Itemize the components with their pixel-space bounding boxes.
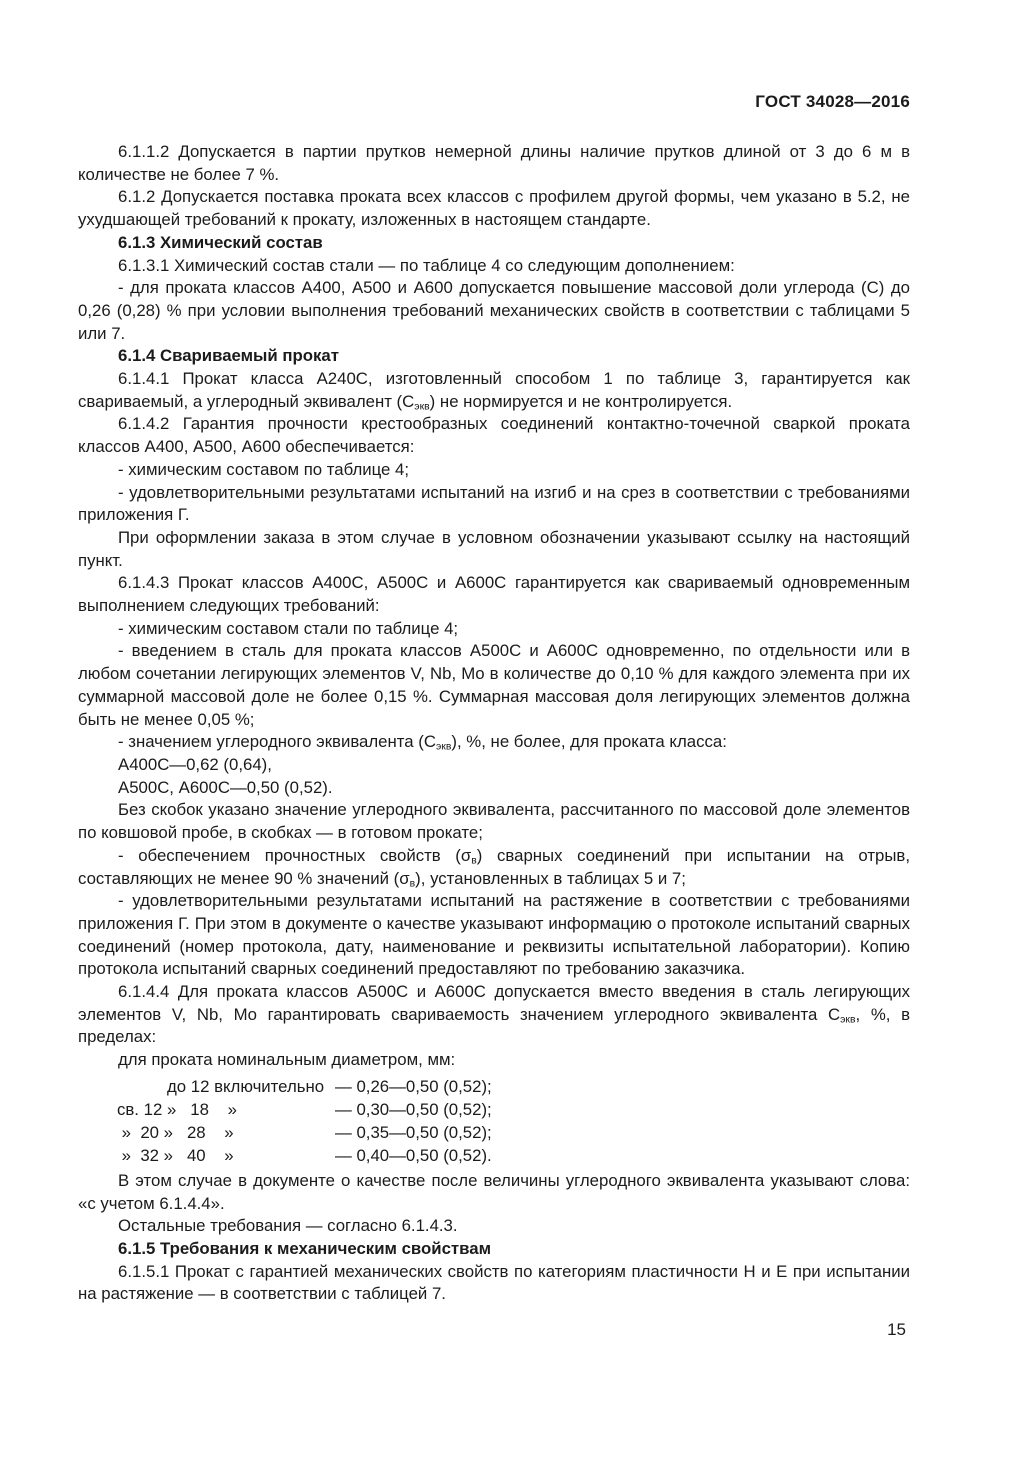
- para-a500c-a600c-value: А500С, А600С—0,50 (0,52).: [118, 777, 333, 797]
- carbon-equivalent-value: — 0,40—0,50 (0,52).: [335, 1145, 492, 1165]
- diameter-list: [117, 1075, 910, 1167]
- subscript: экв: [414, 401, 430, 413]
- para-diameter-intro: для проката номинальным диаметром, мм:: [118, 1050, 456, 1070]
- para-6.1.1.2: 6.1.1.2 Допускается в партии прутков немерной длины наличие прутков длиной от 3 до 6 м в количестве не более 7 %.: [78, 142, 910, 184]
- para-6.1.3.1: 6.1.3.1 Химический состав стали — по таблице 4 со следующим дополнением:: [118, 255, 735, 275]
- diameter-row: [117, 1121, 910, 1144]
- para-6.1.2: 6.1.2 Допускается поставка проката всех классов с профилем другой формы, чем указано в 5.2, не ухудшающей требований к прокату, изложенных в настоящем стандарте.: [78, 187, 910, 230]
- para-6.1.5.1: 6.1.5.1 Прокат с гарантией механических свойств по категориям пластичности Н и Е при испытании на растяжение — в соответствии с таблицей 7.: [78, 1261, 910, 1304]
- para-other-requirements: Остальные требования — согласно 6.1.4.3.: [118, 1216, 458, 1236]
- para-carbon-equivalent-values: - значением углеродного эквивалента $(С_{экв})$, %, не более, для проката класса:: [118, 732, 727, 753]
- para-order-note: При оформлении заказа в этом случае в условном обозначении указывают ссылку на настоящий пункт.: [78, 527, 910, 570]
- para-6.1.4.4: 6.1.4.4 Для проката классов А500С и А600С допускается вместо введения в сталь легирующих элементов V, Nb, Mo гарантировать свариваемость значением углеродного эквивалента $С_{экв}$, %, в пределах:: [78, 982, 910, 1047]
- heading-6.1.5: 6.1.5 Требования к механическим свойствам: [118, 1238, 491, 1258]
- diameter-row: [117, 1075, 910, 1098]
- diameter-range: » 20 » 28 »: [117, 1122, 234, 1142]
- para-6.1.4.1: 6.1.4.1 Прокат класса А240С, изготовленный способом 1 по таблице 3, гарантируется как свариваемый, а углеродный эквивалент $(С_{экв})$ не нормируется и не контролируется.: [78, 369, 910, 413]
- heading-6.1.3: 6.1.3 Химический состав: [118, 232, 323, 252]
- subscript: в: [409, 878, 416, 890]
- subscript: в: [471, 855, 477, 867]
- diameter-row: [117, 1144, 910, 1167]
- para-carbon-increase: - для проката классов А400, А500 и А600 допускается повышение массовой доли углерода (С) до 0,26 (0,28) % при условии выполнения требований механических свойств в соответствии с таблицами 5 или 7.: [78, 278, 910, 343]
- document-body: [78, 141, 910, 1306]
- para-alloying-elements: - введением в сталь для проката классов А500С и А600С одновременно, по отдельности или в любом сочетании легирующих элементов V, Nb, Mo в количестве до 0,10 % для каждого элемента при их суммарной массовой доле не более 0,15 %. Суммарная массовая доля легирующих элементов должна быть не менее 0,05 %;: [78, 641, 910, 729]
- heading-6.1.4: 6.1.4 Свариваемый прокат: [118, 346, 339, 366]
- diameter-row: [117, 1098, 910, 1121]
- diameter-range: до 12 включительно: [167, 1076, 325, 1096]
- page-number: 15: [887, 1320, 906, 1339]
- running-header: ГОСТ 34028—2016: [755, 92, 910, 111]
- diameter-range: » 32 » 40 »: [117, 1145, 234, 1165]
- para-6.1.4.3: 6.1.4.3 Прокат классов А400С, А500С и А600С гарантируется как свариваемый одновременным выполнением следующих требований:: [78, 573, 910, 616]
- para-bend-shear: - удовлетворительными результатами испытаний на изгиб и на срез в соответствии с требованиями приложения Г.: [78, 482, 910, 525]
- para-quality-document: В этом случае в документе о качестве после величины углеродного эквивалента указывают слова: «с учетом 6.1.4.4».: [78, 1170, 910, 1213]
- para-brackets-note: Без скобок указано значение углеродного эквивалента, рассчитанного по массовой доле элементов по ковшовой пробе, в скобках — в готовом прокате;: [78, 800, 910, 843]
- subscript: экв: [840, 1014, 856, 1026]
- diameter-range: св. 12 » 18 »: [117, 1099, 237, 1119]
- para-a400c-value: А400С—0,62 (0,64),: [118, 754, 272, 774]
- para-tension-tests: - удовлетворительными результатами испытаний на растяжение в соответствии с требованиями приложения Г. При этом в документе о качестве указывают информацию о протоколе испытаний сварных соединений (номер протокола, дату, наименование и реквизиты испытательной лаборатории). Копию протокола испытаний сварных соединений предоставляют по требованию заказчика.: [78, 891, 910, 979]
- para-chem-table4: - химическим составом по таблице 4;: [118, 459, 410, 479]
- para-6.1.4.2: 6.1.4.2 Гарантия прочности крестообразных соединений контактно-точечной сваркой проката классов А400, А500, А600 обеспечивается:: [78, 414, 910, 457]
- subscript: экв: [435, 741, 452, 753]
- carbon-equivalent-value: — 0,26—0,50 (0,52);: [335, 1076, 492, 1096]
- para-chem-steel-table4: - химическим составом стали по таблице 4;: [118, 618, 459, 638]
- carbon-equivalent-value: — 0,30—0,50 (0,52);: [335, 1099, 492, 1119]
- para-strength-properties: - обеспечением прочностных свойств $(\sigma_в)$ сварных соединений при испытании на отрыв, составляющих не менее 90 % значений $(\sigma_в)$, установленных в таблицах 5 и 7;: [78, 845, 911, 890]
- carbon-equivalent-value: — 0,35—0,50 (0,52);: [335, 1122, 492, 1142]
